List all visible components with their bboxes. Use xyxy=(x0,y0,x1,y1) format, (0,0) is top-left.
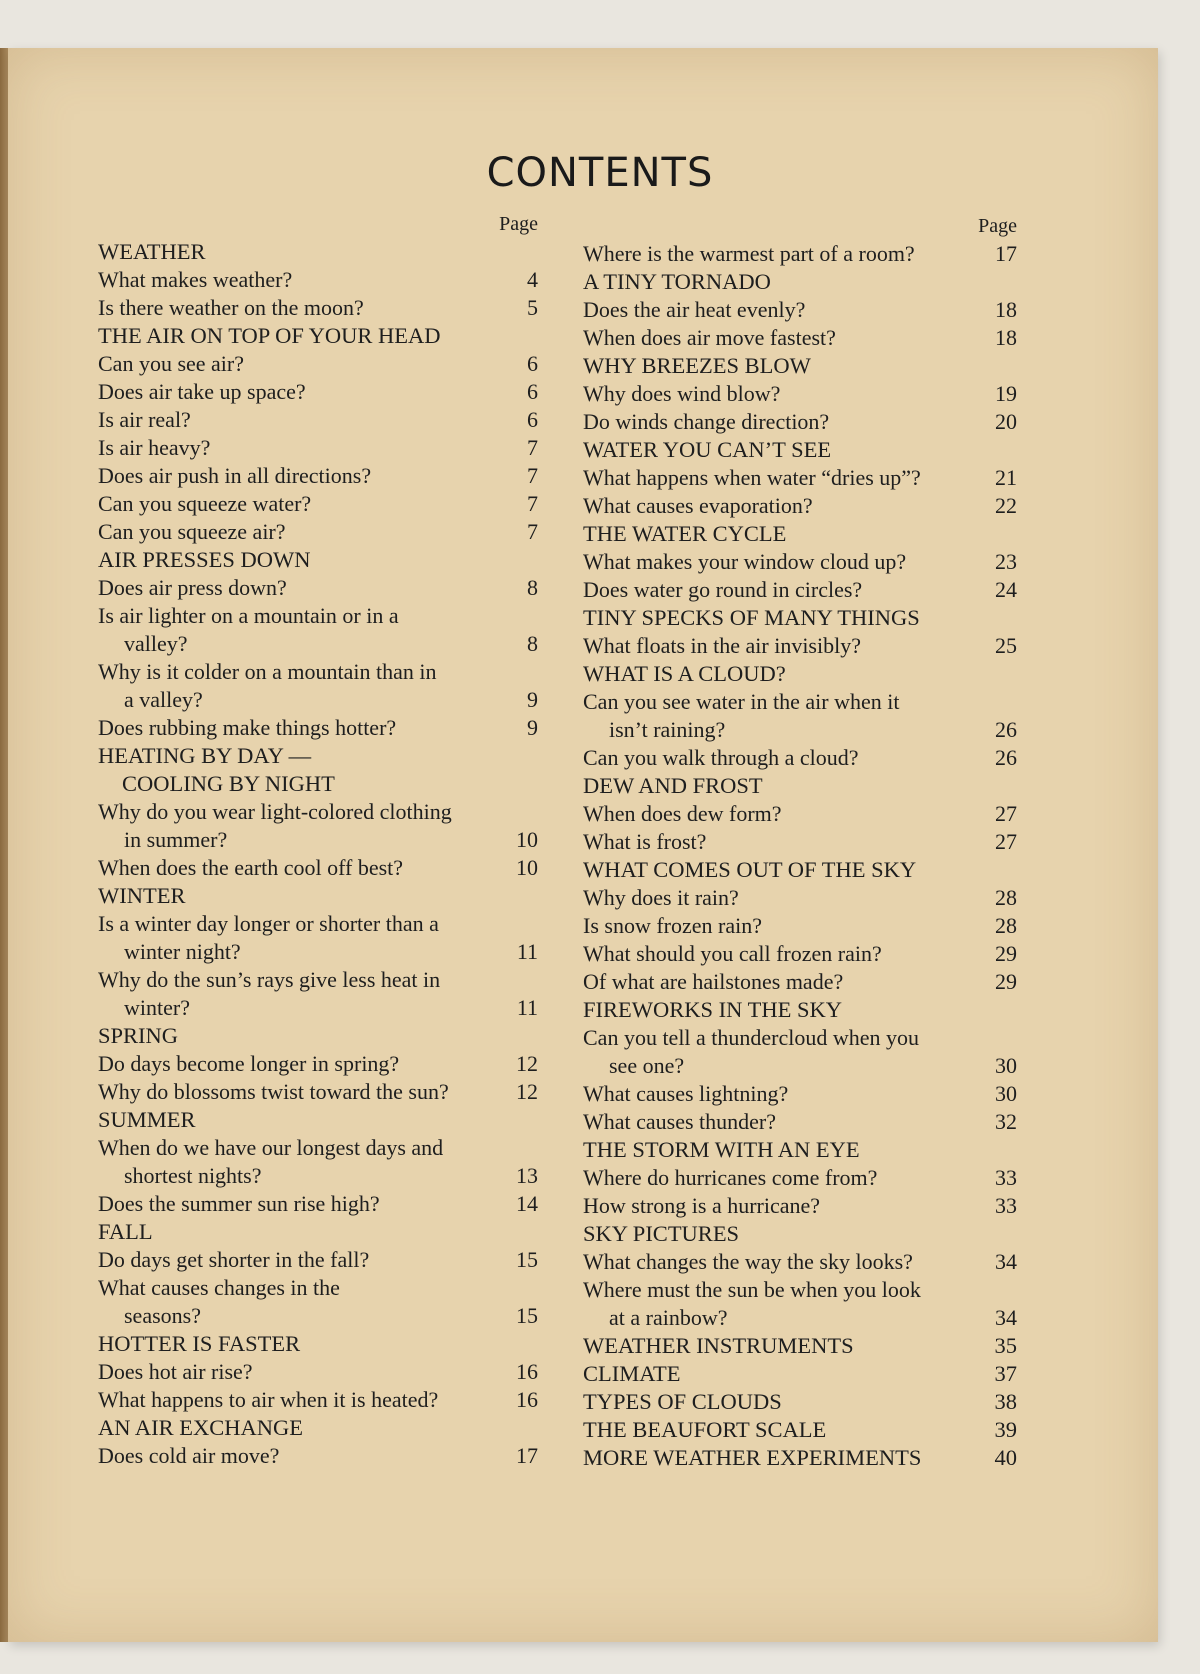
toc-page-number: 12 xyxy=(516,1051,538,1076)
toc-section-text: THE AIR ON TOP OF YOUR HEAD xyxy=(98,323,441,348)
contents-column-right xyxy=(583,212,1017,1472)
toc-page-number: 12 xyxy=(516,1079,538,1104)
toc-section-heading xyxy=(98,1330,538,1358)
toc-section-text: WHAT COMES OUT OF THE SKY xyxy=(583,857,917,882)
toc-page-number: 34 xyxy=(995,1249,1017,1274)
toc-entry xyxy=(98,1078,538,1106)
toc-entry-text: What happens when water “dries up”? xyxy=(583,465,921,490)
toc-entry-text: Why does wind blow? xyxy=(583,381,781,406)
toc-entry xyxy=(583,1024,1017,1080)
toc-page-number: 9 xyxy=(527,715,538,740)
toc-entry xyxy=(98,266,538,294)
toc-entry xyxy=(583,744,1017,772)
toc-entry xyxy=(98,1190,538,1218)
toc-entry-text: Is air heavy? xyxy=(98,435,211,460)
toc-page-number: 8 xyxy=(527,575,538,600)
toc-section-text: THE STORM WITH AN EYE xyxy=(583,1137,860,1162)
toc-entry-text: Where is the warmest part of a room? xyxy=(583,241,915,266)
toc-page-number: 6 xyxy=(527,351,538,376)
toc-page-number: 7 xyxy=(527,435,538,460)
toc-page-number: 29 xyxy=(995,941,1017,966)
toc-entry-text: Does rubbing make things hotter? xyxy=(98,715,397,740)
toc-entry xyxy=(583,1080,1017,1108)
toc-section-heading xyxy=(583,1416,1017,1444)
toc-section-heading xyxy=(583,1444,1017,1472)
toc-entry-text: Does air push in all directions? xyxy=(98,463,372,488)
toc-section-heading xyxy=(583,772,1017,800)
toc-page-number: 30 xyxy=(995,1081,1017,1106)
toc-section-heading xyxy=(98,546,538,574)
toc-entry xyxy=(583,1192,1017,1220)
toc-entry xyxy=(583,240,1017,268)
toc-section-heading xyxy=(583,268,1017,296)
toc-entry-text: Can you walk through a cloud? xyxy=(583,745,859,770)
toc-page-number: 13 xyxy=(516,1163,538,1188)
toc-entry-text: Is a winter day longer or shorter than a winter night? xyxy=(98,911,439,964)
toc-section-heading xyxy=(98,1106,538,1134)
toc-entry-text: What floats in the air invisibly? xyxy=(583,633,861,658)
toc-entry-text: Does the air heat evenly? xyxy=(583,297,806,322)
toc-section-text: FIREWORKS IN THE SKY xyxy=(583,997,842,1022)
toc-entry xyxy=(98,434,538,462)
toc-entry xyxy=(583,968,1017,996)
toc-section-heading xyxy=(98,1022,538,1050)
toc-entry-text: Is there weather on the moon? xyxy=(98,295,364,320)
toc-entry xyxy=(583,940,1017,968)
toc-section-text: SUMMER xyxy=(98,1107,196,1132)
toc-entry xyxy=(98,490,538,518)
toc-page-number: 19 xyxy=(995,381,1017,406)
toc-page-number: 33 xyxy=(995,1165,1017,1190)
toc-entry-text: Do days get shorter in the fall? xyxy=(98,1247,370,1272)
toc-section-text: TINY SPECKS OF MANY THINGS xyxy=(583,605,920,630)
toc-page-number: 4 xyxy=(527,267,538,292)
toc-page-number: 11 xyxy=(516,995,538,1020)
toc-entry-text: When do we have our longest days and shortest nights? xyxy=(98,1135,444,1188)
toc-entry-text: How strong is a hurricane? xyxy=(583,1193,821,1218)
toc-entry xyxy=(98,294,538,322)
toc-entry-text: What happens to air when it is heated? xyxy=(98,1387,439,1412)
toc-page-number: 8 xyxy=(527,631,538,656)
toc-section-text: AIR PRESSES DOWN xyxy=(98,547,311,572)
toc-page-number: 10 xyxy=(516,827,538,852)
toc-entry-text: What makes weather? xyxy=(98,267,293,292)
toc-page-number: 21 xyxy=(995,465,1017,490)
toc-entry-text: Of what are hailstones made? xyxy=(583,969,844,994)
toc-entry xyxy=(583,380,1017,408)
toc-entry xyxy=(98,658,538,714)
toc-page-number: 26 xyxy=(995,717,1017,742)
toc-section-text: HEATING BY DAY — COOLING BY NIGHT xyxy=(98,743,335,796)
toc-page-number: 27 xyxy=(995,801,1017,826)
toc-section-text: TYPES OF CLOUDS xyxy=(583,1389,782,1414)
toc-page-number: 7 xyxy=(527,519,538,544)
toc-entry-text: What causes lightning? xyxy=(583,1081,789,1106)
page-column-header: Page xyxy=(978,215,1017,237)
toc-entry-text: Where must the sun be when you look at a rainbow? xyxy=(583,1277,921,1330)
toc-page-number: 29 xyxy=(995,969,1017,994)
toc-entry-text: What makes your window cloud up? xyxy=(583,549,907,574)
toc-section-heading xyxy=(98,1414,538,1442)
toc-section-text: SPRING xyxy=(98,1023,179,1048)
toc-page-number: 25 xyxy=(995,633,1017,658)
toc-section-heading xyxy=(98,322,538,350)
toc-section-text: A TINY TORNADO xyxy=(583,269,771,294)
toc-entry xyxy=(583,464,1017,492)
toc-page-number: 14 xyxy=(516,1191,538,1216)
toc-page-number: 28 xyxy=(995,885,1017,910)
toc-section-text: WHAT IS A CLOUD? xyxy=(583,661,786,686)
toc-entry xyxy=(583,1108,1017,1136)
toc-entry-text: Can you squeeze air? xyxy=(98,519,286,544)
toc-section-heading xyxy=(583,1388,1017,1416)
toc-page-number: 18 xyxy=(995,297,1017,322)
toc-list-right xyxy=(583,240,1017,1472)
toc-entry-text: Can you squeeze water? xyxy=(98,491,312,516)
toc-entry xyxy=(98,518,538,546)
toc-entry-text: Is air lighter on a mountain or in a valley? xyxy=(98,603,399,656)
toc-entry xyxy=(98,378,538,406)
toc-entry-text: What changes the way the sky looks? xyxy=(583,1249,913,1274)
toc-section-text: CLIMATE xyxy=(583,1361,681,1386)
toc-entry-text: When does dew form? xyxy=(583,801,782,826)
toc-page-number: 18 xyxy=(995,325,1017,350)
toc-entry-text: When does the earth cool off best? xyxy=(98,855,404,880)
toc-list-left xyxy=(98,238,538,1470)
toc-page-number: 39 xyxy=(994,1417,1017,1442)
toc-section-heading xyxy=(98,742,538,798)
toc-page-number: 38 xyxy=(994,1389,1017,1414)
toc-entry-text: What causes evaporation? xyxy=(583,493,813,518)
toc-section-heading xyxy=(583,1220,1017,1248)
toc-entry-text: Is snow frozen rain? xyxy=(583,913,762,938)
toc-section-heading xyxy=(583,660,1017,688)
toc-entry xyxy=(98,910,538,966)
toc-entry-text: Does air take up space? xyxy=(98,379,306,404)
toc-entry-text: What causes changes in the seasons? xyxy=(98,1275,340,1328)
toc-entry-text: What should you call frozen rain? xyxy=(583,941,882,966)
toc-entry-text: Where do hurricanes come from? xyxy=(583,1165,878,1190)
toc-entry xyxy=(583,688,1017,744)
toc-page-number: 16 xyxy=(516,1387,538,1412)
toc-page-number: 23 xyxy=(995,549,1017,574)
toc-page-number: 6 xyxy=(527,379,538,404)
toc-section-text: FALL xyxy=(98,1219,153,1244)
toc-page-number: 5 xyxy=(527,295,538,320)
toc-entry xyxy=(98,854,538,882)
toc-entry-text: When does air move fastest? xyxy=(583,325,836,350)
toc-entry-text: Does water go round in circles? xyxy=(583,577,863,602)
toc-page-number: 7 xyxy=(527,463,538,488)
toc-entry-text: Why do you wear light-colored clothing in summer? xyxy=(98,799,452,852)
toc-entry xyxy=(98,462,538,490)
toc-page-number: 34 xyxy=(995,1305,1017,1330)
toc-section-text: DEW AND FROST xyxy=(583,773,763,798)
toc-entry-text: Does hot air rise? xyxy=(98,1359,253,1384)
toc-page-number: 40 xyxy=(994,1445,1017,1470)
toc-entry xyxy=(583,1248,1017,1276)
toc-entry xyxy=(583,492,1017,520)
toc-entry-text: Can you tell a thundercloud when you see one? xyxy=(583,1025,920,1078)
page-column-header: Page xyxy=(499,213,538,235)
toc-page-number: 10 xyxy=(516,855,538,880)
toc-page-number: 26 xyxy=(995,745,1017,770)
toc-entry-text: Is air real? xyxy=(98,407,191,432)
toc-entry xyxy=(583,800,1017,828)
toc-page-number: 30 xyxy=(995,1053,1017,1078)
toc-page-number: 22 xyxy=(995,493,1017,518)
toc-page-number: 6 xyxy=(527,407,538,432)
toc-entry-text: Why do the sun’s rays give less heat in winter? xyxy=(98,967,441,1020)
toc-section-heading xyxy=(583,352,1017,380)
toc-entry xyxy=(583,884,1017,912)
toc-page-number: 17 xyxy=(995,241,1017,266)
contents-column-left xyxy=(98,210,538,1470)
toc-entry xyxy=(98,1442,538,1470)
toc-entry xyxy=(583,548,1017,576)
toc-entry xyxy=(98,406,538,434)
toc-entry xyxy=(98,574,538,602)
toc-entry xyxy=(583,632,1017,660)
toc-entry xyxy=(98,966,538,1022)
toc-page-number: 16 xyxy=(516,1359,538,1384)
toc-section-heading xyxy=(583,520,1017,548)
toc-entry xyxy=(98,350,538,378)
toc-entry-text: Why does it rain? xyxy=(583,885,739,910)
toc-entry-text: Why is it colder on a mountain than in a valley? xyxy=(98,659,437,712)
toc-section-heading xyxy=(98,882,538,910)
toc-entry xyxy=(583,324,1017,352)
toc-section-heading xyxy=(98,238,538,266)
toc-entry-text: Do days become longer in spring? xyxy=(98,1051,400,1076)
toc-entry-text: Can you see air? xyxy=(98,351,244,376)
toc-section-text: WINTER xyxy=(98,883,186,908)
toc-section-heading xyxy=(98,1218,538,1246)
toc-section-text: WATER YOU CAN’T SEE xyxy=(583,437,832,462)
toc-section-text: WEATHER INSTRUMENTS xyxy=(583,1333,854,1358)
toc-entry xyxy=(583,828,1017,856)
toc-entry xyxy=(583,576,1017,604)
toc-section-text: THE WATER CYCLE xyxy=(583,521,787,546)
toc-section-heading xyxy=(583,996,1017,1024)
toc-entry-text: What is frost? xyxy=(583,829,707,854)
toc-entry xyxy=(583,296,1017,324)
toc-section-heading xyxy=(583,856,1017,884)
toc-entry xyxy=(98,602,538,658)
toc-entry xyxy=(583,912,1017,940)
toc-entry xyxy=(98,1386,538,1414)
toc-entry-text: Can you see water in the air when it isn’t raining? xyxy=(583,689,900,742)
toc-entry-text: Does the summer sun rise high? xyxy=(98,1191,380,1216)
toc-entry xyxy=(98,1274,538,1330)
toc-page-number: 32 xyxy=(995,1109,1017,1134)
toc-section-text: WEATHER xyxy=(98,239,206,264)
toc-page-number: 24 xyxy=(995,577,1017,602)
toc-section-text: AN AIR EXCHANGE xyxy=(98,1415,303,1440)
toc-page-number: 15 xyxy=(516,1247,538,1272)
toc-entry xyxy=(98,1246,538,1274)
toc-section-heading xyxy=(583,1360,1017,1388)
toc-entry-text: Do winds change direction? xyxy=(583,409,830,434)
toc-entry xyxy=(583,1164,1017,1192)
toc-entry-text: Does cold air move? xyxy=(98,1443,280,1468)
toc-section-heading xyxy=(583,604,1017,632)
toc-entry-text: What causes thunder? xyxy=(583,1109,777,1134)
toc-page-number: 17 xyxy=(516,1443,538,1468)
toc-section-heading xyxy=(583,1332,1017,1360)
toc-entry xyxy=(98,1050,538,1078)
toc-entry-text: Why do blossoms twist toward the sun? xyxy=(98,1079,449,1104)
toc-entry xyxy=(98,1134,538,1190)
toc-page-number: 27 xyxy=(995,829,1017,854)
toc-section-text: WHY BREEZES BLOW xyxy=(583,353,811,378)
toc-entry xyxy=(583,408,1017,436)
toc-page-number: 9 xyxy=(527,687,538,712)
toc-page-number: 33 xyxy=(995,1193,1017,1218)
toc-section-text: SKY PICTURES xyxy=(583,1221,740,1246)
toc-entry xyxy=(583,1276,1017,1332)
toc-section-text: HOTTER IS FASTER xyxy=(98,1331,301,1356)
toc-section-text: THE BEAUFORT SCALE xyxy=(583,1417,827,1442)
toc-page-number: 28 xyxy=(995,913,1017,938)
toc-page-number: 11 xyxy=(516,939,538,964)
toc-entry xyxy=(98,714,538,742)
toc-entry-text: Does air press down? xyxy=(98,575,287,600)
toc-page-number: 7 xyxy=(527,491,538,516)
toc-page-number: 20 xyxy=(995,409,1017,434)
toc-section-text: MORE WEATHER EXPERIMENTS xyxy=(583,1445,922,1470)
toc-page-number: 15 xyxy=(516,1303,538,1328)
toc-entry xyxy=(98,1358,538,1386)
toc-page-number: 35 xyxy=(994,1333,1017,1358)
page-title: CONTENTS xyxy=(486,150,714,196)
toc-section-heading xyxy=(583,1136,1017,1164)
toc-page-number: 37 xyxy=(994,1361,1017,1386)
toc-section-heading xyxy=(583,436,1017,464)
toc-entry xyxy=(98,798,538,854)
